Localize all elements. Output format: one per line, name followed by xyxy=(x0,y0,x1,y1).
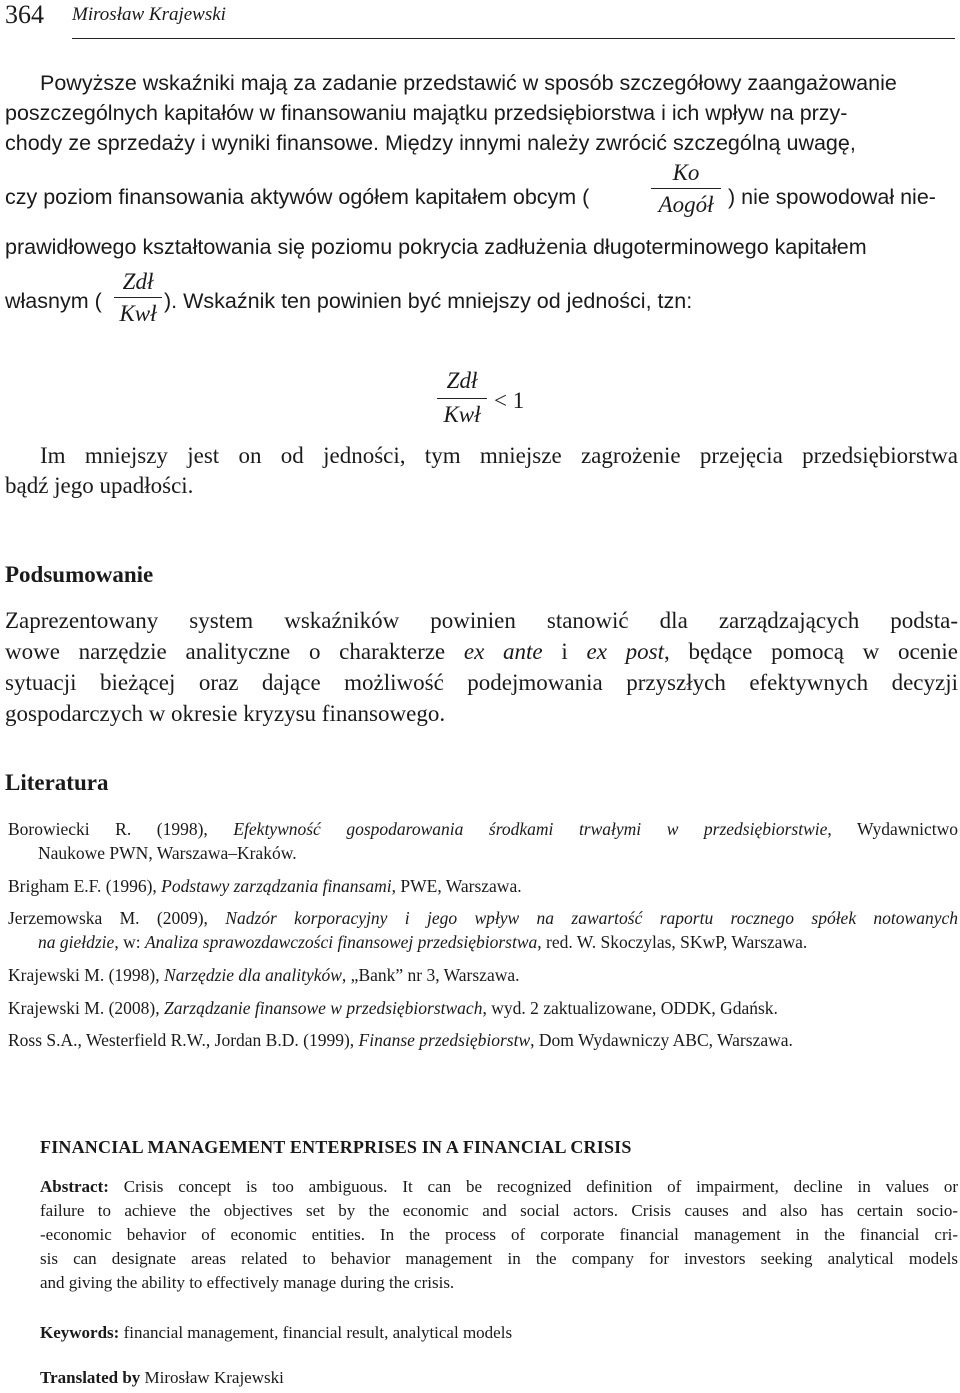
fraction-bar xyxy=(437,398,487,399)
paragraph-line: Im mniejszy jest on od jedności, tym mniejsze zagrożenie przejęcia przedsiębiorstwa xyxy=(40,443,958,468)
keywords: Keywords: financial management, financial result, analytical models xyxy=(40,1323,513,1342)
paragraph-line: ). Wskaźnik ten powinien być mniejszy od jedności, tzn: xyxy=(164,289,693,313)
fraction-bar xyxy=(114,297,162,298)
reference-item: Brigham E.F. (1996), Podstawy zarządzania finansami, PWE, Warszawa. xyxy=(8,876,522,896)
formula-relation: < 1 xyxy=(494,388,525,413)
fraction-numerator: Zdł xyxy=(446,368,478,393)
reference-item: Krajewski M. (1998), Narzędzie dla analityków, „Bank” nr 3, Warszawa. xyxy=(8,965,520,985)
reference-item: Krajewski M. (2008), Zarządzanie finansowe w przedsiębiorstwach, wyd. 2 zaktualizowane, ODDK, Gdańsk. xyxy=(8,998,778,1018)
paragraph-line: ) nie spowodował nie- xyxy=(728,185,936,209)
translated-by: Translated by Mirosław Krajewski xyxy=(40,1368,284,1387)
section-heading-literatura: Literatura xyxy=(5,770,109,795)
section-heading-podsumowanie: Podsumowanie xyxy=(5,562,154,587)
english-title: FINANCIAL MANAGEMENT ENTERPRISES IN A FINANCIAL CRISIS xyxy=(40,1137,632,1157)
reference-item: Jerzemowska M. (2009), Nadzór korporacyjny i jego wpływ na zawartość raportu rocznego spółek notowanych na giełdzie, w: Analiza sprawozdawczości finansowej przedsiębiorstwa, red. W. Skoczylas, SKwP, Warszawa. xyxy=(8,908,958,952)
abstract-label: Abstract: xyxy=(40,1177,109,1196)
paragraph-line: bądź jego upadłości. xyxy=(5,473,194,498)
paragraph-line: własnym ( xyxy=(5,289,102,313)
fraction-denominator: Kwł xyxy=(119,301,157,326)
abstract: Abstract: Crisis concept is too ambiguous. It can be recognized definition of impairment, decline in values or failure to achieve the objectives set by the economic and social actors. Crisis causes and also has certain socio- -economic behavior of economic entities. In the process of corporate financial management in the financial cri- sis can designate areas related to behavior management in the company for investors seeking analytical models and giving the ability to effectively manage during the crisis. xyxy=(40,1177,958,1292)
paragraph-line: Powyższe wskaźniki mają za zadanie przedstawić w sposób szczegółowy zaangażowanie xyxy=(40,71,897,95)
paragraph-line: czy poziom finansowania aktywów ogółem kapitałem obcym ( xyxy=(5,185,590,209)
paragraph-line: wowe narzędzie analityczne o charakterze ex ante i ex post, będące pomocą w ocenie xyxy=(5,639,958,664)
paragraph-line: prawidłowego kształtowania się poziomu pokrycia zadłużenia długoterminowego kapitałem xyxy=(5,235,867,259)
paragraph-line: Zaprezentowany system wskaźników powinien stanowić dla zarządzających podsta- xyxy=(5,608,958,633)
fraction-numerator: Ko xyxy=(672,160,700,185)
keywords-label: Keywords: xyxy=(40,1323,120,1342)
formula-fraction xyxy=(437,367,487,429)
fraction-numerator: Zdł xyxy=(122,269,154,294)
fraction-denominator: Kwł xyxy=(443,402,481,427)
reference-item: Borowiecki R. (1998), Efektywność gospodarowania środkami trwałymi w przedsiębiorstwie, Wydawnictwo Naukowe PWN, Warszawa–Kraków. xyxy=(8,819,958,863)
fraction-bar xyxy=(651,188,721,189)
paragraph-line: chody ze sprzedaży i wyniki finansowe. Między innymi należy zwrócić szczególną uwagę, xyxy=(5,131,856,155)
header-rule xyxy=(72,38,955,39)
page-number: 364 xyxy=(5,0,44,29)
translated-label: Translated by xyxy=(40,1368,141,1387)
fraction-zdl-kwl xyxy=(114,269,162,327)
running-head-author: Mirosław Krajewski xyxy=(72,4,226,25)
paragraph-line: sytuacji bieżącej oraz dające możliwość podejmowania przyszłych efektywnych decyzji xyxy=(5,670,958,695)
fraction-ko-aogol xyxy=(651,160,721,218)
paragraph-line: gospodarczych w okresie kryzysu finansowego. xyxy=(5,701,446,726)
reference-item: Ross S.A., Westerfield R.W., Jordan B.D. (1999), Finanse przedsiębiorstw, Dom Wydawniczy ABC, Warszawa. xyxy=(8,1030,793,1050)
paragraph-line: poszczególnych kapitałów w finansowaniu majątku przedsiębiorstwa i ich wpływ na przy- xyxy=(5,101,848,125)
fraction-denominator: Aogół xyxy=(658,192,714,217)
